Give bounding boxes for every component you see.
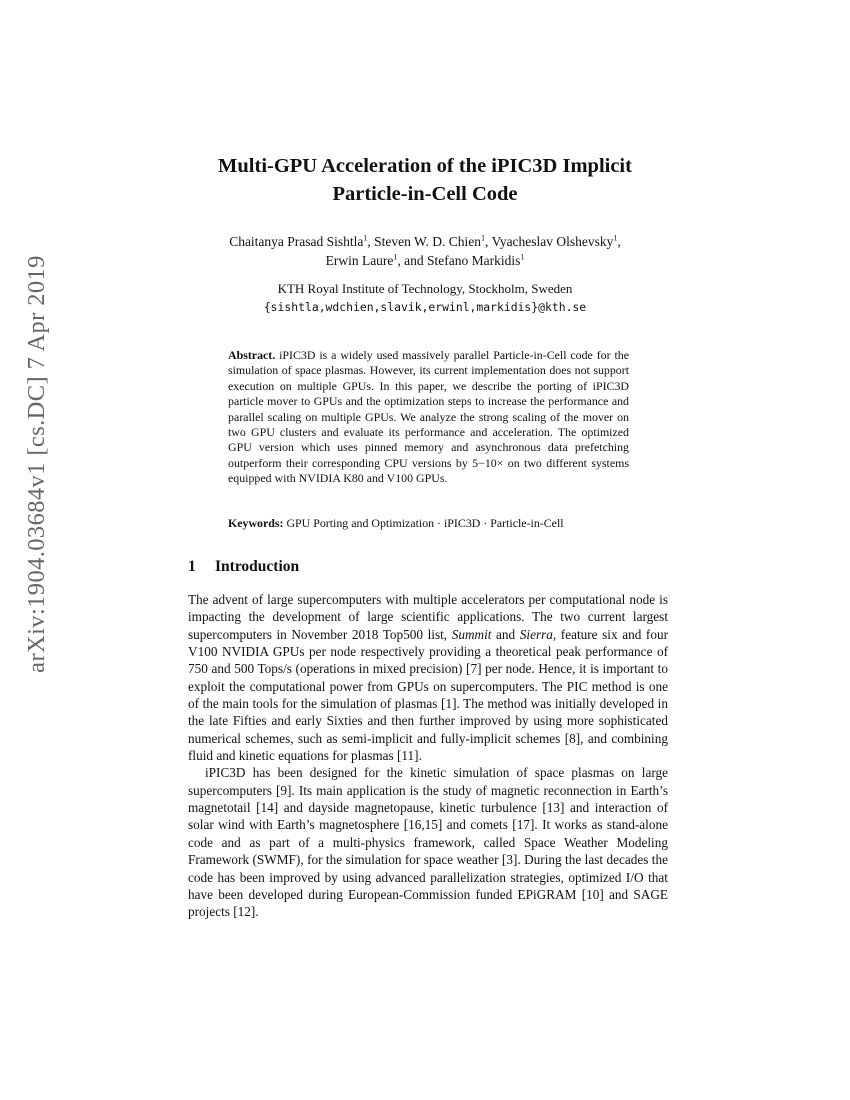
affiliation: KTH Royal Institute of Technology, Stockholm, Sweden	[277, 281, 573, 296]
body-text	[188, 591, 668, 921]
section-title: Introduction	[215, 558, 300, 575]
keywords-label: Keywords:	[228, 516, 284, 530]
abstract	[228, 348, 629, 487]
author-list	[150, 232, 700, 270]
section-number: 1	[188, 558, 196, 575]
author: Vyacheslav Olshevsky$^1$,	[491, 233, 621, 249]
author: Chaitanya Prasad Sishtla$^1$,	[229, 233, 375, 249]
abstract-label: Abstract.	[228, 348, 276, 362]
title-line-1: Multi-GPU Acceleration of the iPIC3D Implicit	[218, 155, 632, 177]
arxiv-sidebar	[19, 255, 55, 673]
affiliation-block	[150, 280, 700, 316]
keywords	[228, 515, 648, 531]
title-line-2: Particle-in-Cell Code	[332, 183, 518, 205]
abstract-text: iPIC3D is a widely used massively parallel Particle-in-Cell code for the simulation of space plasmas. However, its current implementation does not support execution on multiple GPUs. In this paper, we describe the porting of iPIC3D particle mover to GPUs and the optimization steps to increase the performance and parallel scaling on multiple GPUs. We analyze the strong scaling of the mover on two GPU clusters and evaluate its performance and acceleration. The optimized GPU version which uses pinned memory and asynchronous data prefetching outperform their corresponding CPU versions by 5−10× on two different systems equipped with NVIDIA K80 and V100 GPUs.	[228, 348, 629, 486]
author: Steven W. D. Chien$^1$,	[374, 233, 492, 249]
paper-title	[150, 152, 700, 208]
author: Erwin Laure$^1$, and	[325, 252, 428, 268]
arxiv-identifier: arXiv:1904.03684v1 [cs.DC] 7 Apr 2019	[23, 255, 50, 673]
author: Stefano Markidis$^1$	[427, 252, 525, 268]
paragraph: iPIC3D has been designed for the kinetic simulation of space plasmas on large supercomputers [9]. Its main application is the study of magnetic reconnection in Earth’s magnetotail [14] and dayside magnetopause, kinetic turbulence [13] and interaction of solar wind with Earth’s magnetosphere [16,15] and comets [17]. It works as stand-alone code and as part of a multi-physics framework, called Space Weather Modeling Framework (SWMF), for the simulation for space weather [3]. During the last decades the code has been improved by using advanced parallelization strategies, optimized I/O that have been developed during European-Commission funded EPiGRAM [10] and SAGE projects [12].	[188, 765, 668, 920]
paragraph: The advent of large supercomputers with multiple accelerators per computational node is impacting the development of large scientific applications. The two current largest supercomputers in November 2018 Top500 list, Summit and Sierra, feature six and four V100 NVIDIA GPUs per node respectively providing a theoretical peak performance of 750 and 500 Tops/s (operations in mixed precision) [7] per node. Hence, it is important to exploit the computational power from GPUs on supercomputers. The PIC method is one of the main tools for the simulation of plasmas [1]. The method was initially developed in the late Fifties and early Sixties and then further improved by using more sophisticated numerical schemes, such as semi-implicit and fully-implicit schemes [8], and combining fluid and kinetic equations for plasmas [11].	[188, 592, 668, 764]
author-emails: {sishtla,wdchien,slavik,erwinl,markidis}@kth.se	[263, 300, 587, 314]
keywords-text: GPU Porting and Optimization · iPIC3D · Particle-in-Cell	[286, 516, 564, 530]
section-heading	[188, 558, 299, 576]
